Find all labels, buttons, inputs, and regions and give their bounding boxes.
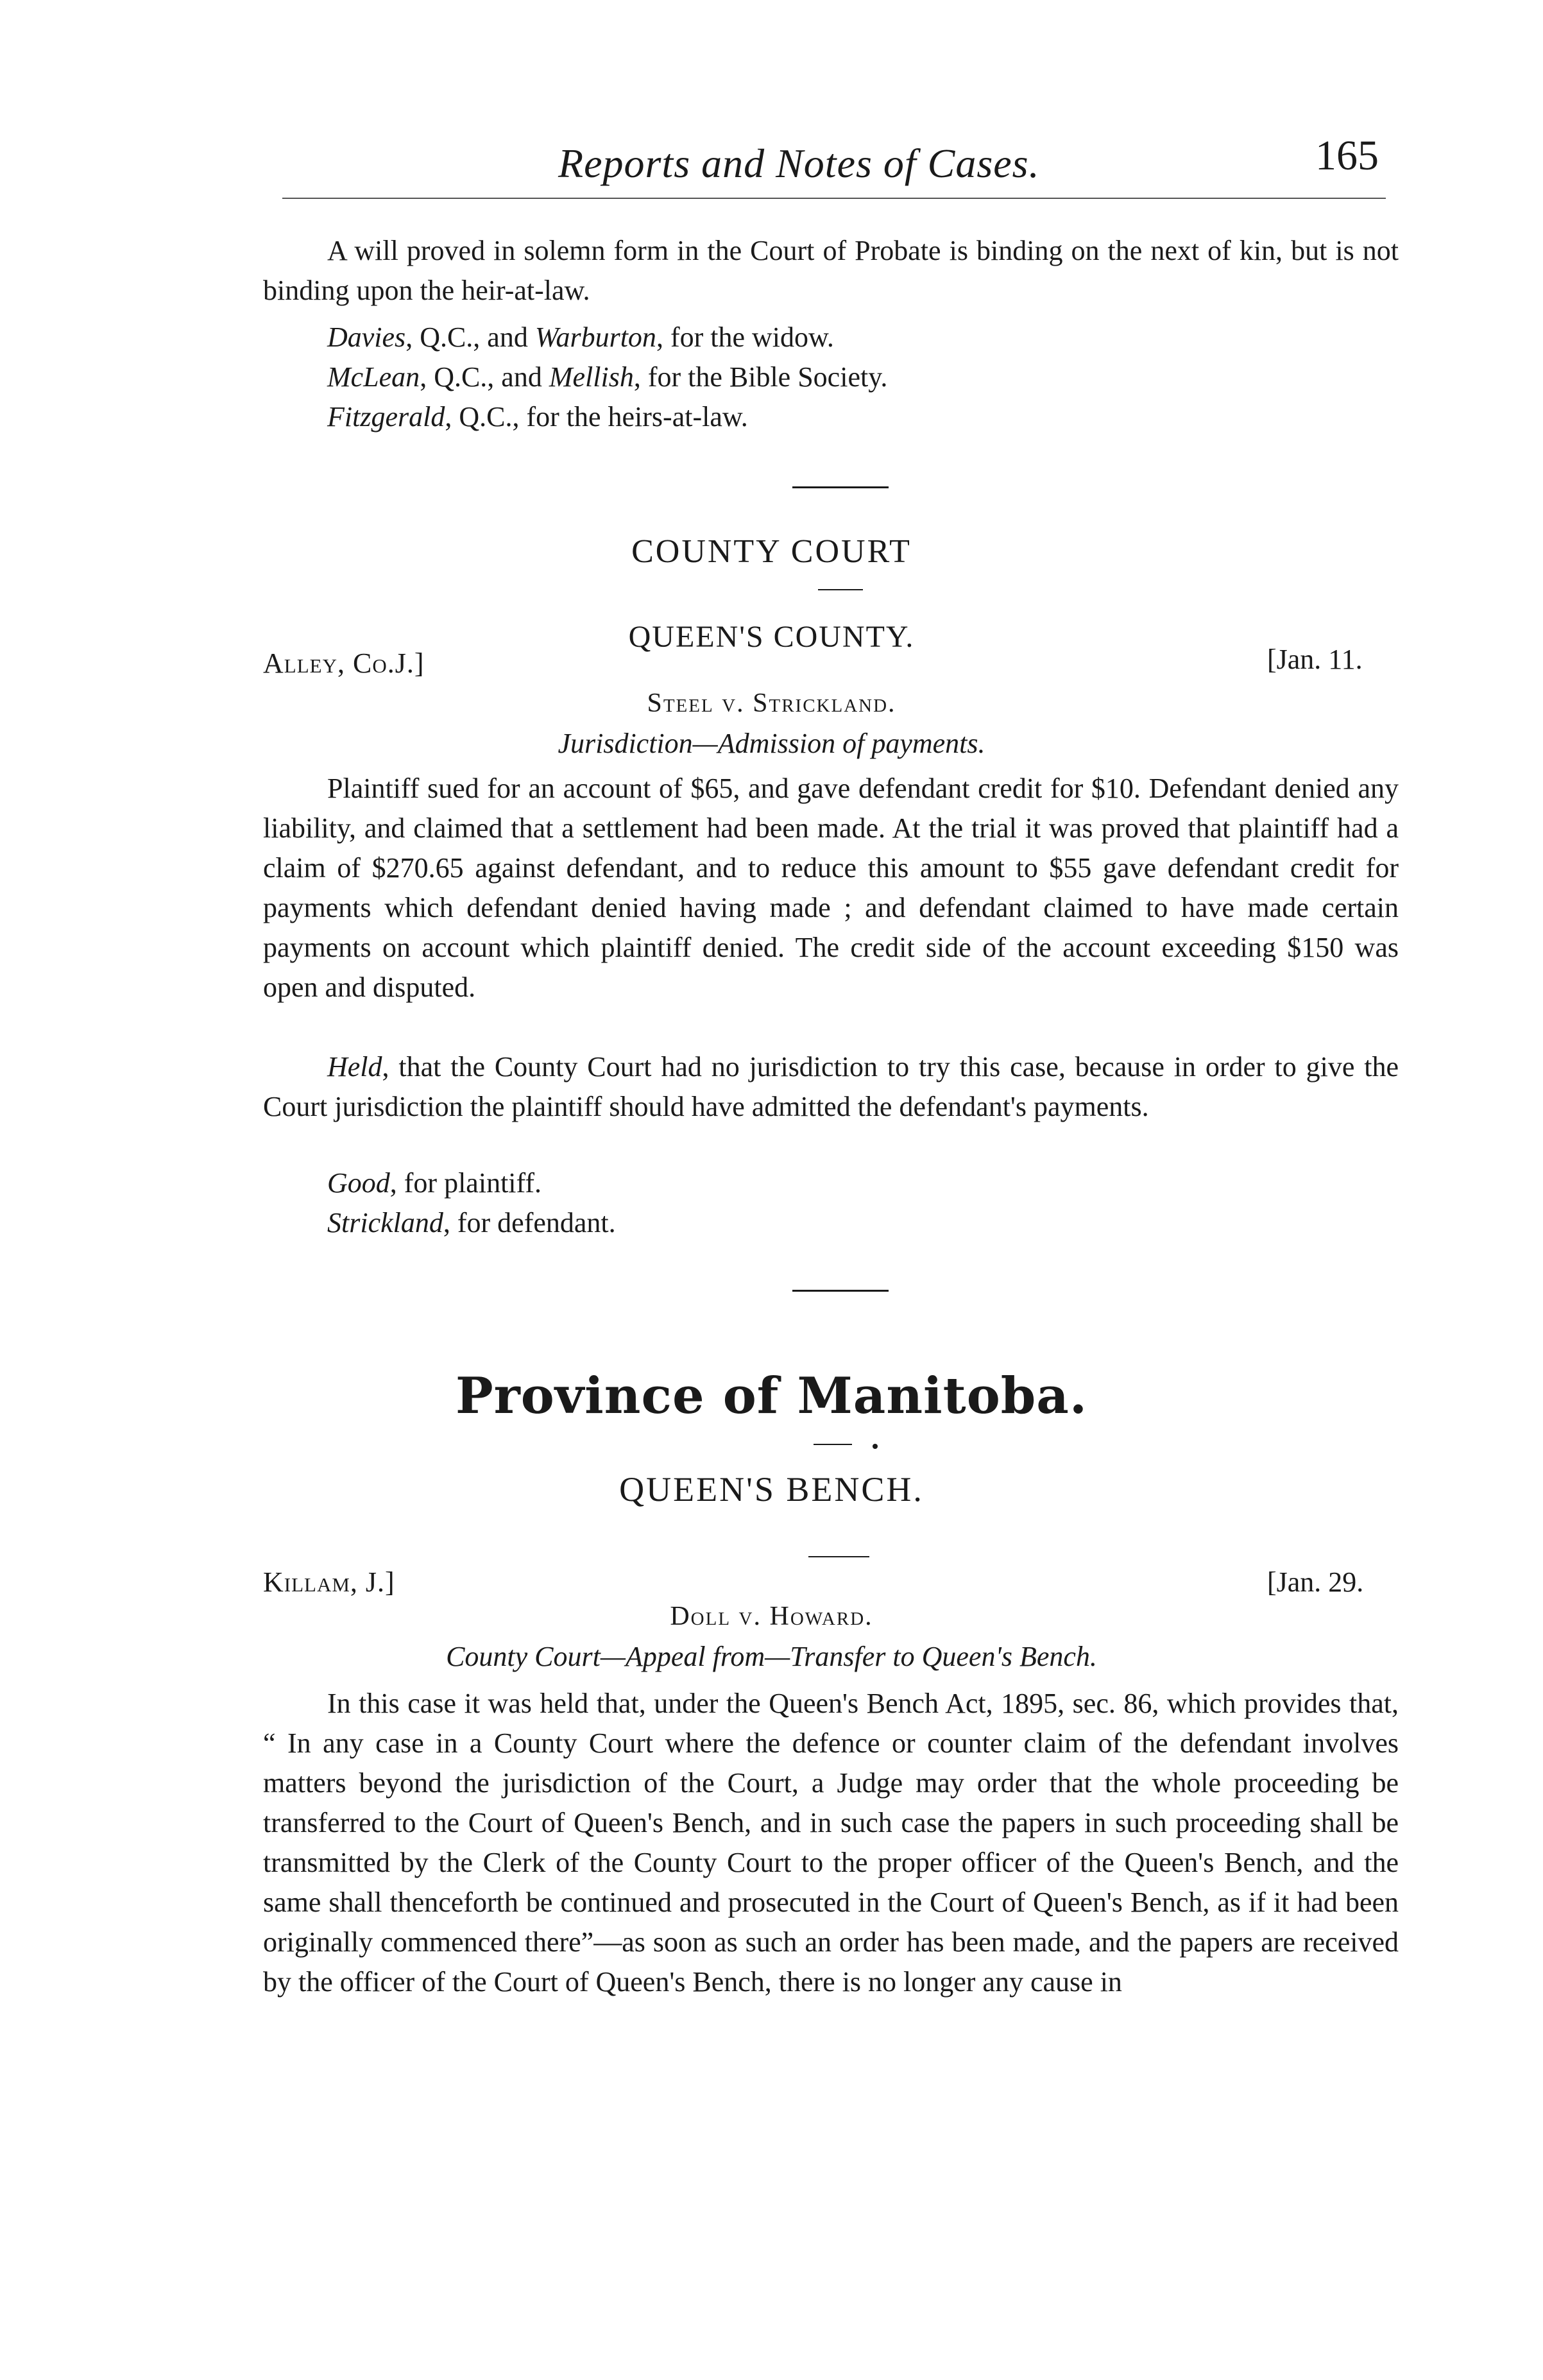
counsel-line-1 bbox=[327, 321, 834, 354]
case-facts: Plaintiff sued for an account of $65, and gave defendant credit for $10. Defendant denied any liability, and claimed that a settlement had been made. At the trial it was proved that plaintiff had a claim of $270.65 against defendant, and to reduce this amount to $55 gave defendant credit for payments which defendant denied having made ; and defendant claimed to have made certain payments on account which plaintiff denied. The credit side of the account exceeding $150 was open and disputed. bbox=[263, 773, 1399, 1003]
section-divider bbox=[792, 1290, 889, 1292]
counsel-name: Fitzgerald bbox=[327, 401, 445, 432]
case-date: [Jan. 11. bbox=[1267, 644, 1363, 675]
heading-divider bbox=[808, 1556, 869, 1557]
counsel-line-defendant bbox=[327, 1206, 616, 1239]
case-date: [Jan. 29. bbox=[1267, 1566, 1364, 1598]
counsel-line-3 bbox=[327, 400, 748, 433]
case-subject: Jurisdiction—Admission of payments. bbox=[558, 728, 985, 759]
county-heading: QUEEN'S COUNTY. bbox=[628, 620, 915, 654]
counsel-role: , Q.C., and bbox=[420, 361, 549, 393]
counsel-name: Strickland bbox=[327, 1207, 443, 1238]
case-text: In this case it was held that, under the Queen's Bench Act, 1895, sec. 86, which provides that, “ In any case in a County Court where the defence or counter claim of the defendant involves matters beyond the jurisdiction of the Court, a Judge may order that the whole proceeding be transferred to the Court of Queen's Bench, and in such case the papers in such proceeding shall be transmitted by the Clerk of the County Court to the proper officer of the Queen's Bench, and the same shall thenceforth be continued and prosecuted in the Court of Queen's Bench, as if it had been originally commenced there”—as soon as such an order has been made, and the papers are received by the officer of the Court of Queen's Bench, there is no longer any cause in bbox=[263, 1688, 1399, 1998]
counsel-role: , Q.C., and bbox=[405, 321, 535, 353]
held-text: , that the County Court had no jurisdiction to try this case, because in order to give the Court jurisdiction the plaintiff should have admitted the defendant's payments. bbox=[263, 1051, 1399, 1122]
counsel-name: Warburton bbox=[534, 321, 656, 353]
section-divider bbox=[792, 486, 889, 488]
counsel-line-plaintiff bbox=[327, 1167, 541, 1199]
case-title: Steel v. Strickland. bbox=[647, 689, 896, 718]
judge-name: Alley, Co.J.] bbox=[263, 647, 425, 679]
counsel-role: , for defendant. bbox=[443, 1207, 616, 1238]
counsel-name: McLean bbox=[327, 361, 420, 393]
court-heading: COUNTY COURT bbox=[631, 533, 912, 570]
court-heading: QUEEN'S BENCH. bbox=[619, 1470, 924, 1509]
counsel-name: Davies bbox=[327, 321, 406, 353]
judge-name: Killam, J.] bbox=[263, 1566, 395, 1598]
case-title: Doll v. Howard. bbox=[670, 1602, 873, 1631]
page-number: 165 bbox=[1315, 132, 1379, 179]
counsel-role: , for plaintiff. bbox=[389, 1167, 542, 1199]
counsel-line-2 bbox=[327, 361, 887, 393]
held-label: Held bbox=[327, 1051, 382, 1083]
decorative-dot bbox=[873, 1444, 878, 1449]
counsel-name: Good bbox=[327, 1167, 390, 1199]
counsel-role: , for the Bible Society. bbox=[633, 361, 888, 393]
heading-divider bbox=[814, 1444, 852, 1445]
counsel-name: Mellish bbox=[549, 361, 634, 393]
previous-case-summary: A will proved in solemn form in the Court of Probate is binding on the next of kin, but is not binding upon the heir-at-law. bbox=[263, 235, 1399, 306]
counsel-role: , Q.C., for the heirs-at-law. bbox=[445, 401, 748, 432]
case-subject: County Court—Appeal from—Transfer to Queen's Bench. bbox=[446, 1641, 1097, 1672]
heading-divider bbox=[818, 589, 863, 590]
case-holding bbox=[263, 1047, 1399, 1127]
header-rule bbox=[282, 198, 1386, 199]
running-header-title: Reports and Notes of Cases. bbox=[558, 141, 1040, 186]
counsel-role: , for the widow. bbox=[656, 321, 834, 353]
province-heading: Province of Manitoba. bbox=[456, 1367, 1087, 1425]
